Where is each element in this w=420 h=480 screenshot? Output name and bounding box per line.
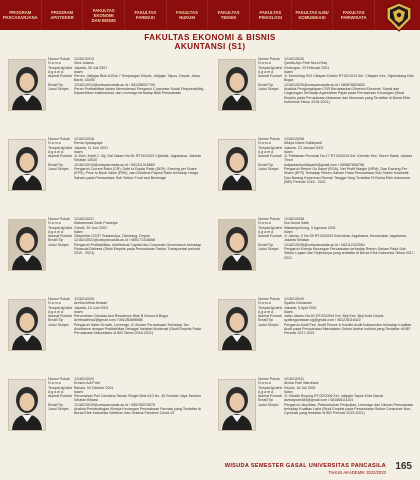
field-value-agama: Islam <box>284 229 293 234</box>
student-photo <box>8 59 46 111</box>
field-value-email[interactable]: 1218210021@univpancasila.ac.id / 085171318858 <box>74 238 155 243</box>
field-value-nama: Qanita Ayu Putri Nurul Haq <box>284 61 328 66</box>
field-value-nomor: 1218210036 <box>284 137 304 141</box>
info-row-alamat <box>258 74 416 83</box>
info-row-alamat <box>48 74 206 83</box>
field-label: Email/Tlp <box>48 318 63 323</box>
field-label: Email/Tlp <box>258 162 273 167</box>
nav-hukum[interactable]: FAKULTAS HUKUM <box>167 0 209 30</box>
field-label: Nomor Pokok <box>48 137 70 141</box>
field-value-judul: Pengaruh Audit Fee, Audit Tenure & Komite Audit Independen terhadap Kualitas Audit pada Perusahaan Manufaktur Sektor Aneka Industri yang Terdaftar di BEI Periode 2017-2021 <box>284 322 412 336</box>
field-value-email[interactable]: Arethaafrina2@gmail.com / 081280898988 <box>74 318 143 323</box>
student-info <box>258 377 416 416</box>
field-label: Tempat,tgl.lahir <box>48 305 73 310</box>
field-label: Nomor Pokok <box>48 297 70 301</box>
field-label: Tempat,tgl.lahir <box>258 385 283 390</box>
field-value-nama: Syafira Gunawan <box>284 301 312 306</box>
field-label: A g a m a <box>258 389 274 394</box>
field-label: Nomor Pokok <box>48 57 70 61</box>
field-value-agama: Islam <box>74 309 83 314</box>
field-label: Nomor Pokok <box>48 377 70 381</box>
field-value-email[interactable]: 1218210013@univpancasila.ac.id / 081288537700 <box>74 82 155 87</box>
info-row-judul <box>48 407 206 416</box>
footer-title: WISUDA SEMESTER GASAL UNIVERSITAS PANCASILA <box>224 463 386 469</box>
field-label: Judul Skripsi <box>258 247 279 252</box>
field-label: Tempat,tgl.lahir <box>258 145 283 150</box>
field-value-nomor: 1218210038 <box>284 217 304 221</box>
field-value-ttl: Jakarta, 11 Juni 2001 <box>74 145 109 150</box>
field-value-judul: Pengaruh Profitabilitas, Intellectual Capital dan Corporate Governance terhadap Financial Distress (Studi Empiris pada Perusahaan Sektor Transportasi periode 2019 - 2021) <box>74 242 202 256</box>
field-value-judul: Pengaruh Return On Asset (ROA), Net Profit Margin (NPM), Dan Earning Per Share (EPS) Terhadap Return Saham Pada Perusahaan Sub Sektor Kosmetik Dan Barang Keperluan Rumah Tangga Yang Terdaftar Di Bursa Efek Indonesia (BEI) Periode 2016 - 2021 <box>284 167 410 184</box>
field-value-alamat: Perumahan Cibodas Asri Residence Blok B Nomor 8 Bogor <box>74 314 169 319</box>
student-info <box>258 57 416 104</box>
student-info <box>48 57 206 96</box>
footer-subtitle: TAHUN AKADEMIK 2022/2023 <box>328 470 386 475</box>
student-entry <box>8 217 208 297</box>
program-name: AKUNTANSI (S1) <box>174 42 246 51</box>
student-portrait-photo <box>219 380 255 430</box>
field-value-email[interactable]: 1218210018@univpancasila.ac.id / 081311918883 <box>74 162 155 167</box>
field-label: Nomor Pokok <box>258 137 280 141</box>
field-value-email[interactable]: 1218210029@univpancasila.ac.id / 085755075575 <box>74 402 155 407</box>
field-value-judul: Pengaruh Kinerja Keuangan Perusahaan terhadap Return Saham Pada Sub Sektor Logam dan Sejenisnya yang terdaftar di Bursa Efek Indonesia Tahun 2017-2021 <box>284 247 415 260</box>
field-label: N a m a <box>48 141 61 146</box>
field-value-judul: Pengaruh Sales Growth, Leverage, & Ukuran Perusahaan Terhadap Tax Avoidance dengan Profitabilitas Sebagai Variabel Moderasi (Studi Empiris Pada Perusahaan Manufaktur di BEI Tahun 2018-2021) <box>74 322 201 336</box>
field-value-ttl: Wasampomong, 9 Agustus 2001 <box>284 225 336 230</box>
field-value-nomor: 1218210021 <box>74 217 94 221</box>
info-row-judul <box>258 167 416 184</box>
field-value-agama: Islam <box>284 69 293 74</box>
student-portrait-photo <box>9 380 45 430</box>
field-value-nama: Mahammad Zufar Prasetya <box>74 221 118 226</box>
student-info <box>258 217 416 260</box>
field-value-alamat: Jl. Jamsu, II No.39 RT.004/002 Kelurahan Jagakarsa, Kecamatan Jagakarsa, Jakarta Selatan <box>284 234 407 243</box>
field-label: Nomor Pokok <box>258 57 280 61</box>
field-label: Alamat Rumah <box>48 314 72 319</box>
field-value-ttl: Jakarta, 30 Juli 2001 <box>74 65 108 70</box>
field-label: Alamat Rumah <box>258 234 282 239</box>
info-row-alamat <box>48 154 206 163</box>
nav-psikologi[interactable]: FAKULTAS PSIKOLOGI <box>250 0 292 30</box>
student-photo <box>218 139 256 191</box>
field-label: N a m a <box>48 221 61 226</box>
field-value-nama: Aretha Afrina Ikhwan <box>74 301 108 306</box>
student-photo <box>218 379 256 431</box>
student-entry <box>8 137 208 217</box>
nav-ekonomi-bisnis[interactable]: FAKULTAS EKONOMI DAN BISNIS <box>83 0 125 30</box>
student-entry <box>218 57 418 137</box>
field-label: N a m a <box>48 301 61 306</box>
field-value-email[interactable]: alvinaiputri484@gmail.com / 081808111101 <box>284 398 354 403</box>
page-footer <box>0 460 420 480</box>
info-row-judul <box>48 167 206 180</box>
field-label: N a m a <box>48 381 61 386</box>
field-label: A g a m a <box>48 229 64 234</box>
field-label: A g a m a <box>258 309 274 314</box>
info-row-judul <box>258 247 416 260</box>
field-label: Email/Tlp <box>258 82 273 87</box>
field-label: A g a m a <box>48 309 64 314</box>
student-portrait-photo <box>9 220 45 270</box>
field-value-judul: Analisa Perbandingan Kinerja Keuangan Perusahaan Farmasi yang Terdaftar di Bursa Efek Indonesia Sebelum dan Selama Pandemi Covid-19 <box>74 407 201 416</box>
student-photo <box>8 299 46 351</box>
student-info <box>48 297 206 336</box>
field-value-judul: Pengaruh Current Ratio (CR), Debt to Equity Ratio (DER), Earning per Share (EPS), Price to Book Value (PBV), dan Dividend Payout Ratio terhadap Harga Saham pada Perusahaan Sub Sektor Food and Beverage <box>74 167 198 180</box>
student-photo <box>8 379 46 431</box>
info-row-alamat <box>258 154 416 163</box>
student-photo <box>218 219 256 271</box>
info-row-judul <box>258 403 416 416</box>
field-value-nama: Nur Azura Salfe <box>284 221 310 226</box>
info-row-judul <box>258 87 416 104</box>
info-row-alamat <box>48 394 206 403</box>
student-info <box>258 137 416 184</box>
field-value-agama: Islam <box>74 149 83 154</box>
student-entry <box>8 57 208 137</box>
student-info <box>258 297 416 336</box>
field-label: Tempat,tgl.lahir <box>48 385 73 390</box>
field-label: Email/Tlp <box>48 162 63 167</box>
student-info <box>48 377 206 416</box>
student-photo <box>8 139 46 191</box>
info-row-judul <box>48 323 206 336</box>
field-label: Alamat Rumah <box>48 154 72 159</box>
field-label: Tempat,tgl.lahir <box>48 145 73 150</box>
info-row-alamat <box>258 234 416 243</box>
field-label: A g a m a <box>258 229 274 234</box>
nav-apoteker[interactable]: PROGRAM APOTEKER <box>42 0 84 30</box>
student-info <box>48 137 206 180</box>
field-value-nomor: 1218210030 <box>284 57 304 61</box>
field-label: N a m a <box>258 301 271 306</box>
field-value-alamat: Vilapertiwi G2/37 Sukamulya, Cibubang, Depok <box>74 234 150 239</box>
nav-pariwisata[interactable]: FAKULTAS PARIWISATA <box>333 0 375 30</box>
field-value-nama: Widya Utami Sulistyanti <box>284 141 322 146</box>
nav-pascasarjana[interactable]: PROGRAM PASCASARJANA <box>0 0 42 30</box>
field-value-ttl: Depok, 16 Juli 2001 <box>284 385 316 390</box>
field-label: Alamat Rumah <box>258 394 282 399</box>
field-label: Alamat Rumah <box>258 154 282 159</box>
student-info <box>48 217 206 256</box>
field-label: Nomor Pokok <box>258 217 280 221</box>
field-label: A g a m a <box>258 69 274 74</box>
top-navigation-bar <box>0 0 420 30</box>
field-label: Tempat,tgl.lahir <box>258 65 283 70</box>
field-label: Email/Tlp <box>258 318 273 323</box>
field-label: Judul Skripsi <box>258 402 279 407</box>
field-value-ttl: Jakarta, 23 Januari 2002 <box>284 145 324 150</box>
faculty-name: FAKULTAS EKONOMI & BISNIS <box>144 33 276 42</box>
field-value-nama: Kresno Adi Putri <box>74 381 100 386</box>
field-value-judul: Pengaruh Likuiditas, Pertumbuhan Penjualan, Leverage dan Ukuran Perusahaan terhadap Kualitas Laba (Studi Empiris pada Perusahaan Sektor Consumer Non-Cyclicals yang terdaftar di BEI Periode 2019-2021) <box>284 402 414 416</box>
field-value-ttl: Grobogan, 23 Februari 2001 <box>284 65 330 70</box>
field-label: Alamat Rumah <box>48 394 72 399</box>
field-value-agama: Islam <box>284 149 293 154</box>
info-row-judul <box>48 87 206 96</box>
student-portrait-photo <box>219 140 255 190</box>
student-entry <box>218 217 418 297</box>
field-value-alamat: Jl. Gelatik Ruyung RT.007/006 Kel. Jatijajar Tapos Kota Depok <box>284 394 384 399</box>
field-value-agama: Islam <box>284 389 293 394</box>
field-value-ttl: Jakarta, 15 Juni 2001 <box>74 305 109 310</box>
student-photo <box>8 219 46 271</box>
field-value-judul: Peran Profitabilitas dalam Memoderasi Pengaruh Corporate Social Responsibility, Kepemilikan Institusional, dan Leverage terhadap Nilai Perusahaan <box>74 87 204 96</box>
student-portrait-photo <box>219 300 255 350</box>
field-value-email[interactable]: syafiragunawan.sg@gmail.com / 081228116422 <box>284 318 361 323</box>
field-value-nomor: 1218210029 <box>74 377 94 381</box>
info-row-judul <box>48 243 206 256</box>
field-value-alamat: Jl. Kemuning IV/2 Citayam Dalam RT.001/013 Kel. Citayam Kec. Tajurhalang Kab. Bogor <box>284 74 415 83</box>
field-value-alamat: Perum. Jatijajar Blok A1/No.7 Simpangan Depok, Jatijajar, Tapos, Depok, Jawa Barat, 16455 <box>74 74 200 83</box>
faculty-nav <box>0 0 375 30</box>
field-value-agama: Islam <box>284 309 293 314</box>
faculty-title <box>40 31 380 55</box>
student-portrait-photo <box>219 60 255 110</box>
field-value-email[interactable]: wdyautamisulistyanti@gmail.com / 089687808758 <box>284 162 364 167</box>
field-label: Email/Tlp <box>258 242 273 247</box>
field-label: A g a m a <box>48 69 64 74</box>
field-label: Email/Tlp <box>258 398 273 403</box>
field-label: Judul Skripsi <box>48 87 69 92</box>
field-label: Email/Tlp <box>48 402 63 407</box>
field-label: Alamat Rumah <box>48 74 72 79</box>
field-value-ttl: Gresik, 30 Juni 2001 <box>74 225 107 230</box>
field-value-email[interactable]: 1218210038@univpancasila.ac.id / 082112323064 <box>284 242 365 247</box>
field-label: Nomor Pokok <box>258 377 280 381</box>
field-label: Judul Skripsi <box>48 167 69 172</box>
field-value-alamat: Jalan Jambu No.61 RT.002/004 Kel. Beji Kec. Beji Kota Depok <box>284 314 384 319</box>
field-value-nama: Vina Juliana <box>74 61 94 66</box>
info-row-judul <box>258 323 416 336</box>
field-label: N a m a <box>258 381 271 386</box>
field-value-nomor: 1218210040 <box>284 297 304 301</box>
field-value-ttl: Jakarta, 9 April 2001 <box>284 305 317 310</box>
field-label: Judul Skripsi <box>258 167 279 172</box>
field-label: Tempat,tgl.lahir <box>48 65 73 70</box>
page-number: 165 <box>395 461 412 472</box>
nav-teknik[interactable]: FAKULTAS TEKNIK <box>208 0 250 30</box>
field-value-alamat: Perumahan Puri Cendana Taman Ringin Blok A10 No. 40 Sumber Jaya Tambun Selatan Bekasi <box>74 394 202 403</box>
student-photo <box>218 59 256 111</box>
field-label: Judul Skripsi <box>48 407 69 412</box>
field-label: Alamat Rumah <box>258 314 282 319</box>
student-portrait-photo <box>219 220 255 270</box>
field-label: A g a m a <box>48 149 64 154</box>
student-portrait-photo <box>9 300 45 350</box>
field-label: Judul Skripsi <box>48 242 69 247</box>
field-value-nomor: 1218210041 <box>284 377 304 381</box>
field-value-agama: Islam <box>74 229 83 234</box>
field-label: Judul Skripsi <box>48 322 69 327</box>
student-entry <box>8 297 208 377</box>
field-value-judul: Analisis Pengungkapan CSR Berdasarkan Dimensi Ekonomi, Sosial dan Lingkungan Terhadap Agresivitas Pajak pada Perusahaan Keuangan (Studi Empiris pada Perusahaan Makanan dan Minuman yang Terdaftar di Bursa Efek Indonesia Tahun 2018-2021) <box>284 87 411 104</box>
field-label: N a m a <box>48 61 61 66</box>
field-value-nomor: 1218210026 <box>74 297 94 301</box>
field-value-email[interactable]: 1218210030@univpancasila.ac.id / 089678825602 <box>284 82 365 87</box>
field-label: Nomor Pokok <box>48 217 70 221</box>
field-label: Email/Tlp <box>48 238 63 243</box>
field-label: N a m a <box>258 141 271 146</box>
field-value-nama: Rema Syadayaya <box>74 141 103 146</box>
field-value-nama: Alvina Putri Wardhani <box>284 381 319 386</box>
student-entry <box>218 297 418 377</box>
nav-komunikasi[interactable]: FAKULTAS ILMU KOMUNIKASI <box>292 0 334 30</box>
field-value-agama: Islam <box>74 69 83 74</box>
student-photo <box>218 299 256 351</box>
student-entry <box>218 137 418 217</box>
student-portrait-photo <box>9 140 45 190</box>
student-portrait-photo <box>9 60 45 110</box>
field-label: N a m a <box>258 221 271 226</box>
field-label: A g a m a <box>258 149 274 154</box>
field-label: Judul Skripsi <box>258 87 279 92</box>
field-label: Tempat,tgl.lahir <box>258 305 283 310</box>
student-entry <box>218 377 418 457</box>
field-value-nomor: 1218210018 <box>74 137 94 141</box>
field-value-agama: Islam <box>74 389 83 394</box>
field-value-alamat: Jl. Moh. Kahfi 2, Gg. Dal Dalam No.81 RT.001/003 Cipedak, Jagakarsa, Jakarta Selatan 12630 <box>74 154 201 163</box>
field-label: N a m a <box>258 61 271 66</box>
field-label: Email/Tlp <box>48 82 63 87</box>
field-label: Nomor Pokok <box>258 297 280 301</box>
field-value-nomor: 1218210013 <box>74 57 94 61</box>
field-label: Alamat Rumah <box>48 234 72 239</box>
field-label: A g a m a <box>48 389 64 394</box>
nav-farmasi[interactable]: FAKULTAS FARMASI <box>125 0 167 30</box>
student-entry <box>8 377 208 457</box>
field-value-ttl: Bekasi, 04 Oktober 2001 <box>74 385 114 390</box>
field-label: Tempat,tgl.lahir <box>48 225 73 230</box>
field-label: Alamat Rumah <box>258 74 282 79</box>
university-emblem-icon <box>384 2 414 32</box>
field-label: Tempat,tgl.lahir <box>258 225 283 230</box>
field-label: Judul Skripsi <box>258 322 279 327</box>
field-value-alamat: Jl. Pahlawan Revolusi No.17 RT.004/015 Kel. Klender Kec. Duren Sawit, Jakarta Timur <box>284 154 413 163</box>
